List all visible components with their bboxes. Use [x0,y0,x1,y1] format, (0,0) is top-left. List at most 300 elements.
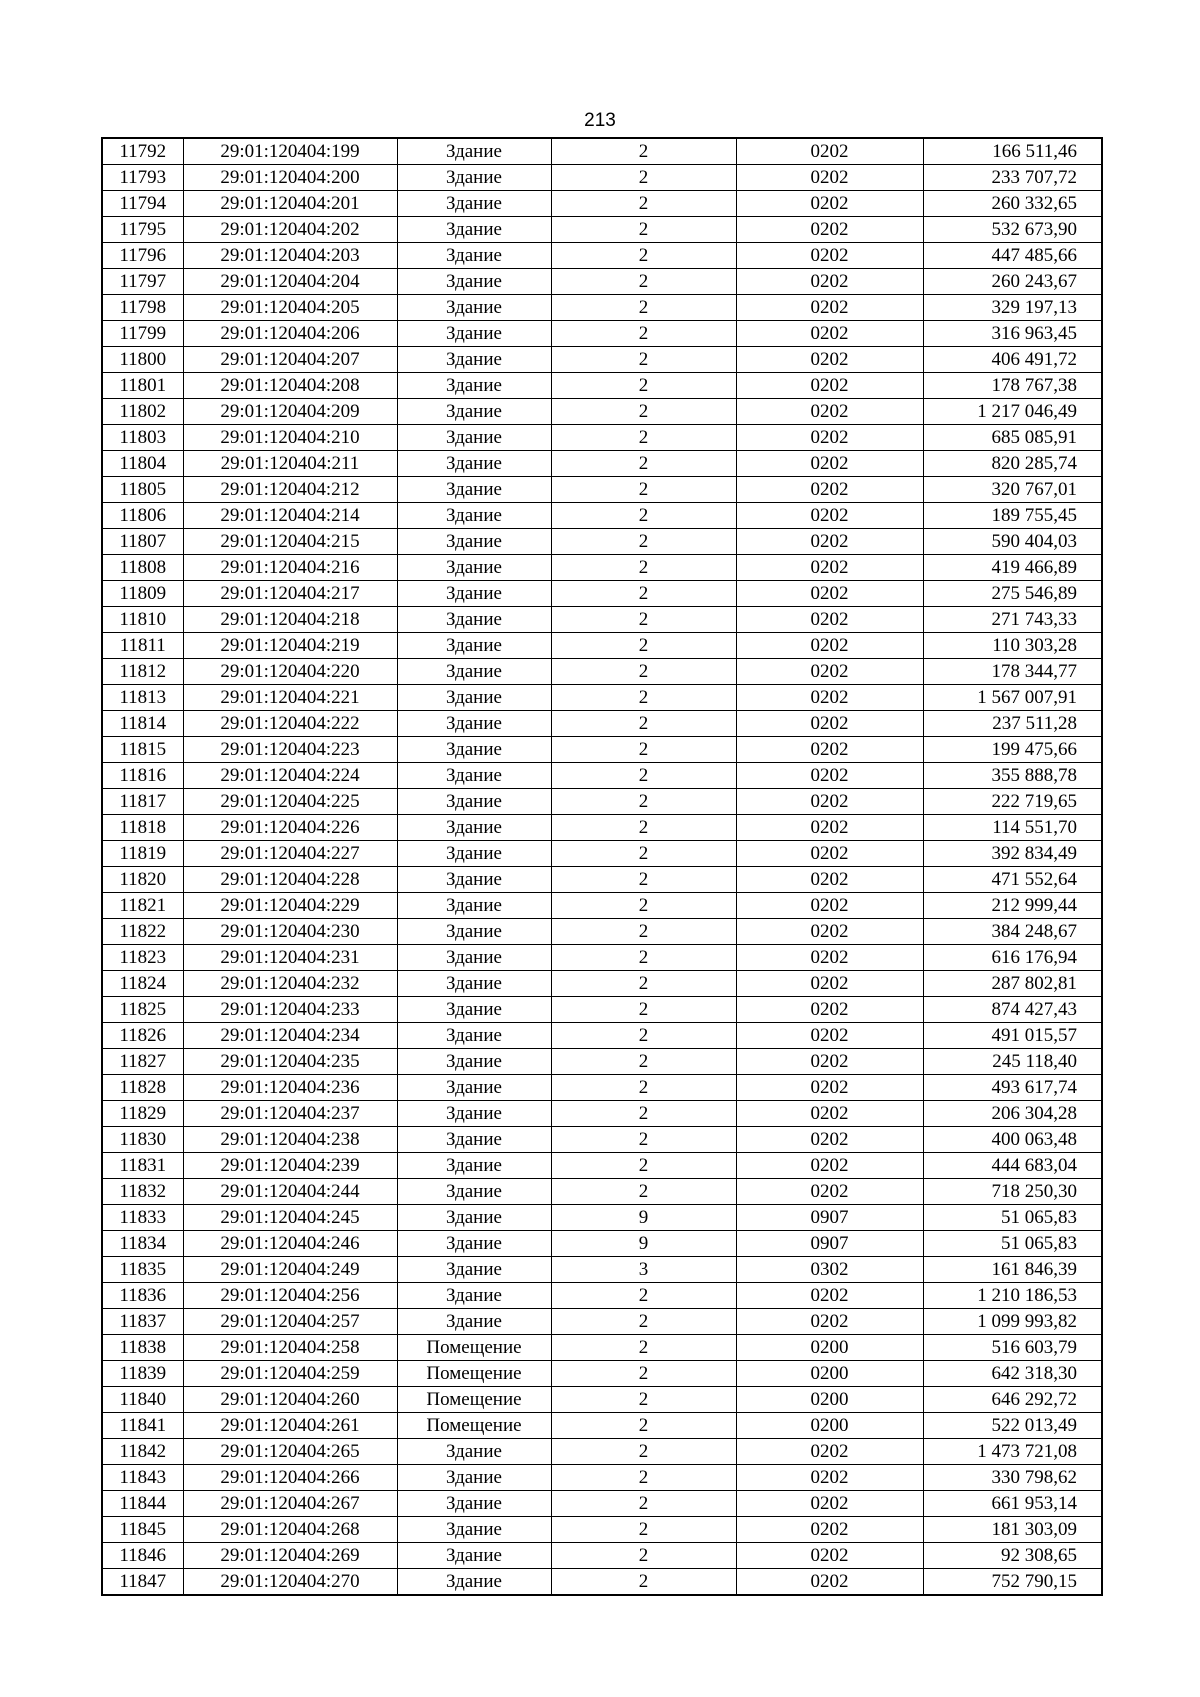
subgroup-code-cell: 0202 [736,1543,923,1569]
group-cell: 2 [551,477,736,503]
cadastral-number-cell: 29:01:120404:270 [183,1569,397,1596]
object-type-cell: Здание [397,373,551,399]
row-number-cell: 11802 [102,399,183,425]
cadastral-number-cell: 29:01:120404:233 [183,997,397,1023]
group-cell: 3 [551,1257,736,1283]
cadastral-value-cell: 661 953,14 [923,1491,1102,1517]
cadastral-value-cell: 233 707,72 [923,165,1102,191]
group-cell: 2 [551,451,736,477]
table-row [102,1387,1102,1413]
group-cell: 2 [551,503,736,529]
cadastral-value-cell: 51 065,83 [923,1205,1102,1231]
cadastral-value-cell: 1 473 721,08 [923,1439,1102,1465]
cadastral-value-cell: 874 427,43 [923,997,1102,1023]
table-row [102,243,1102,269]
object-type-cell: Здание [397,1465,551,1491]
cadastral-number-cell: 29:01:120404:245 [183,1205,397,1231]
group-cell: 2 [551,893,736,919]
subgroup-code-cell: 0202 [736,789,923,815]
cadastral-value-cell: 110 303,28 [923,633,1102,659]
row-number-cell: 11811 [102,633,183,659]
cadastral-number-cell: 29:01:120404:228 [183,867,397,893]
group-cell: 2 [551,815,736,841]
subgroup-code-cell: 0200 [736,1413,923,1439]
subgroup-code-cell: 0202 [736,295,923,321]
row-number-cell: 11827 [102,1049,183,1075]
object-type-cell: Здание [397,711,551,737]
subgroup-code-cell: 0202 [736,191,923,217]
row-number-cell: 11831 [102,1153,183,1179]
cadastral-value-cell: 444 683,04 [923,1153,1102,1179]
group-cell: 2 [551,269,736,295]
subgroup-code-cell: 0907 [736,1205,923,1231]
object-type-cell: Здание [397,997,551,1023]
row-number-cell: 11815 [102,737,183,763]
cadastral-number-cell: 29:01:120404:201 [183,191,397,217]
row-number-cell: 11829 [102,1101,183,1127]
cadastral-value-cell: 642 318,30 [923,1361,1102,1387]
object-type-cell: Здание [397,451,551,477]
table-row [102,1361,1102,1387]
table-row [102,1543,1102,1569]
row-number-cell: 11832 [102,1179,183,1205]
table-row [102,893,1102,919]
cadastral-value-cell: 384 248,67 [923,919,1102,945]
cadastral-number-cell: 29:01:120404:239 [183,1153,397,1179]
cadastral-value-cell: 114 551,70 [923,815,1102,841]
cadastral-value-cell: 646 292,72 [923,1387,1102,1413]
subgroup-code-cell: 0202 [736,165,923,191]
subgroup-code-cell: 0202 [736,1465,923,1491]
group-cell: 2 [551,685,736,711]
object-type-cell: Здание [397,763,551,789]
table-row [102,347,1102,373]
cadastral-value-cell: 166 511,46 [923,138,1102,165]
group-cell: 2 [551,1517,736,1543]
group-cell: 9 [551,1205,736,1231]
cadastral-number-cell: 29:01:120404:217 [183,581,397,607]
cadastral-number-cell: 29:01:120404:200 [183,165,397,191]
row-number-cell: 11813 [102,685,183,711]
group-cell: 2 [551,867,736,893]
cadastral-value-cell: 329 197,13 [923,295,1102,321]
subgroup-code-cell: 0202 [736,841,923,867]
cadastral-value-cell: 532 673,90 [923,217,1102,243]
cadastral-value-cell: 161 846,39 [923,1257,1102,1283]
cadastral-value-cell: 316 963,45 [923,321,1102,347]
group-cell: 2 [551,581,736,607]
cadastral-number-cell: 29:01:120404:221 [183,685,397,711]
row-number-cell: 11837 [102,1309,183,1335]
row-number-cell: 11801 [102,373,183,399]
cadastral-number-cell: 29:01:120404:212 [183,477,397,503]
row-number-cell: 11822 [102,919,183,945]
subgroup-code-cell: 0202 [736,685,923,711]
group-cell: 2 [551,165,736,191]
cadastral-number-cell: 29:01:120404:258 [183,1335,397,1361]
table-row [102,269,1102,295]
cadastral-value-cell: 522 013,49 [923,1413,1102,1439]
subgroup-code-cell: 0202 [736,503,923,529]
cadastral-number-cell: 29:01:120404:210 [183,425,397,451]
row-number-cell: 11812 [102,659,183,685]
table-row [102,321,1102,347]
cadastral-number-cell: 29:01:120404:206 [183,321,397,347]
object-type-cell: Здание [397,425,551,451]
table-row [102,1413,1102,1439]
group-cell: 2 [551,945,736,971]
subgroup-code-cell: 0202 [736,659,923,685]
subgroup-code-cell: 0202 [736,581,923,607]
row-number-cell: 11808 [102,555,183,581]
row-number-cell: 11814 [102,711,183,737]
table-row [102,789,1102,815]
group-cell: 2 [551,841,736,867]
table-row [102,165,1102,191]
table-row [102,451,1102,477]
object-type-cell: Здание [397,971,551,997]
row-number-cell: 11792 [102,138,183,165]
cadastral-number-cell: 29:01:120404:225 [183,789,397,815]
cadastral-value-cell: 237 511,28 [923,711,1102,737]
subgroup-code-cell: 0202 [736,1491,923,1517]
table-row [102,1309,1102,1335]
cadastral-value-cell: 718 250,30 [923,1179,1102,1205]
subgroup-code-cell: 0202 [736,1569,923,1596]
row-number-cell: 11835 [102,1257,183,1283]
subgroup-code-cell: 0202 [736,243,923,269]
table-row [102,1517,1102,1543]
cadastral-value-cell: 406 491,72 [923,347,1102,373]
object-type-cell: Помещение [397,1387,551,1413]
subgroup-code-cell: 0202 [736,555,923,581]
table-row [102,1231,1102,1257]
row-number-cell: 11843 [102,1465,183,1491]
row-number-cell: 11809 [102,581,183,607]
object-type-cell: Здание [397,1543,551,1569]
object-type-cell: Здание [397,815,551,841]
table-row [102,711,1102,737]
table-row [102,217,1102,243]
row-number-cell: 11800 [102,347,183,373]
group-cell: 2 [551,971,736,997]
object-type-cell: Здание [397,477,551,503]
table-row [102,841,1102,867]
subgroup-code-cell: 0202 [736,529,923,555]
cadastral-number-cell: 29:01:120404:246 [183,1231,397,1257]
subgroup-code-cell: 0202 [736,1439,923,1465]
cadastral-number-cell: 29:01:120404:232 [183,971,397,997]
object-type-cell: Здание [397,347,551,373]
object-type-cell: Здание [397,321,551,347]
cadastral-value-cell: 1 217 046,49 [923,399,1102,425]
object-type-cell: Здание [397,737,551,763]
subgroup-code-cell: 0202 [736,477,923,503]
table-row [102,1127,1102,1153]
row-number-cell: 11833 [102,1205,183,1231]
cadastral-value-cell: 491 015,57 [923,1023,1102,1049]
object-type-cell: Здание [397,217,551,243]
cadastral-value-cell: 222 719,65 [923,789,1102,815]
cadastral-value-cell: 178 767,38 [923,373,1102,399]
cadastral-value-cell: 271 743,33 [923,607,1102,633]
group-cell: 2 [551,217,736,243]
group-cell: 2 [551,1465,736,1491]
cadastral-value-cell: 392 834,49 [923,841,1102,867]
row-number-cell: 11796 [102,243,183,269]
subgroup-code-cell: 0202 [736,1179,923,1205]
table-row [102,1023,1102,1049]
row-number-cell: 11826 [102,1023,183,1049]
group-cell: 2 [551,1439,736,1465]
group-cell: 2 [551,1543,736,1569]
table-row [102,1101,1102,1127]
cadastral-number-cell: 29:01:120404:266 [183,1465,397,1491]
table-row [102,1179,1102,1205]
group-cell: 2 [551,1569,736,1596]
table-row [102,191,1102,217]
table-row [102,1153,1102,1179]
cadastral-value-cell: 400 063,48 [923,1127,1102,1153]
table-row [102,1491,1102,1517]
row-number-cell: 11828 [102,1075,183,1101]
cadastral-value-cell: 616 176,94 [923,945,1102,971]
subgroup-code-cell: 0202 [736,217,923,243]
object-type-cell: Здание [397,503,551,529]
subgroup-code-cell: 0202 [736,1517,923,1543]
cadastral-number-cell: 29:01:120404:238 [183,1127,397,1153]
cadastral-value-cell: 260 332,65 [923,191,1102,217]
table-row [102,373,1102,399]
table-row [102,633,1102,659]
table-row [102,815,1102,841]
object-type-cell: Здание [397,1283,551,1309]
cadastral-number-cell: 29:01:120404:220 [183,659,397,685]
group-cell: 2 [551,1387,736,1413]
object-type-cell: Здание [397,1127,551,1153]
group-cell: 2 [551,373,736,399]
object-type-cell: Здание [397,555,551,581]
subgroup-code-cell: 0202 [736,347,923,373]
row-number-cell: 11834 [102,1231,183,1257]
cadastral-number-cell: 29:01:120404:211 [183,451,397,477]
object-type-cell: Здание [397,919,551,945]
group-cell: 2 [551,1361,736,1387]
object-type-cell: Здание [397,1101,551,1127]
group-cell: 2 [551,711,736,737]
object-type-cell: Здание [397,581,551,607]
table-row [102,1049,1102,1075]
object-type-cell: Здание [397,1049,551,1075]
cadastral-value-cell: 212 999,44 [923,893,1102,919]
cadastral-value-cell: 330 798,62 [923,1465,1102,1491]
group-cell: 2 [551,919,736,945]
subgroup-code-cell: 0202 [736,919,923,945]
cadastral-value-cell: 287 802,81 [923,971,1102,997]
group-cell: 2 [551,763,736,789]
subgroup-code-cell: 0202 [736,633,923,659]
table-row [102,529,1102,555]
cadastral-number-cell: 29:01:120404:204 [183,269,397,295]
object-type-cell: Здание [397,1257,551,1283]
cadastral-number-cell: 29:01:120404:268 [183,1517,397,1543]
subgroup-code-cell: 0200 [736,1335,923,1361]
table-row [102,399,1102,425]
cadastral-number-cell: 29:01:120404:218 [183,607,397,633]
object-type-cell: Здание [397,659,551,685]
cadastral-value-cell: 275 546,89 [923,581,1102,607]
subgroup-code-cell: 0202 [736,1101,923,1127]
object-type-cell: Здание [397,685,551,711]
row-number-cell: 11794 [102,191,183,217]
cadastral-number-cell: 29:01:120404:219 [183,633,397,659]
object-type-cell: Помещение [397,1335,551,1361]
cadastral-number-cell: 29:01:120404:226 [183,815,397,841]
group-cell: 2 [551,425,736,451]
table-row [102,1283,1102,1309]
cadastral-number-cell: 29:01:120404:259 [183,1361,397,1387]
group-cell: 2 [551,243,736,269]
cadastral-value-cell: 206 304,28 [923,1101,1102,1127]
group-cell: 2 [551,789,736,815]
group-cell: 2 [551,1049,736,1075]
object-type-cell: Здание [397,841,551,867]
cadastral-number-cell: 29:01:120404:261 [183,1413,397,1439]
table-row [102,737,1102,763]
table-row [102,1439,1102,1465]
cadastral-number-cell: 29:01:120404:256 [183,1283,397,1309]
object-type-cell: Здание [397,1153,551,1179]
cadastral-number-cell: 29:01:120404:231 [183,945,397,971]
object-type-cell: Здание [397,243,551,269]
registry-table-body [102,138,1102,1595]
group-cell: 2 [551,633,736,659]
table-row [102,425,1102,451]
row-number-cell: 11803 [102,425,183,451]
subgroup-code-cell: 0202 [736,971,923,997]
cadastral-number-cell: 29:01:120404:222 [183,711,397,737]
cadastral-number-cell: 29:01:120404:214 [183,503,397,529]
table-row [102,477,1102,503]
group-cell: 2 [551,659,736,685]
cadastral-number-cell: 29:01:120404:234 [183,1023,397,1049]
cadastral-value-cell: 516 603,79 [923,1335,1102,1361]
row-number-cell: 11825 [102,997,183,1023]
row-number-cell: 11804 [102,451,183,477]
table-row [102,503,1102,529]
table-row [102,919,1102,945]
subgroup-code-cell: 0202 [736,1283,923,1309]
object-type-cell: Здание [397,191,551,217]
group-cell: 9 [551,1231,736,1257]
cadastral-value-cell: 1 567 007,91 [923,685,1102,711]
group-cell: 2 [551,607,736,633]
group-cell: 2 [551,997,736,1023]
subgroup-code-cell: 0202 [736,867,923,893]
subgroup-code-cell: 0200 [736,1387,923,1413]
cadastral-value-cell: 493 617,74 [923,1075,1102,1101]
table-row [102,1257,1102,1283]
cadastral-number-cell: 29:01:120404:269 [183,1543,397,1569]
cadastral-number-cell: 29:01:120404:249 [183,1257,397,1283]
registry-table [101,137,1103,1596]
row-number-cell: 11818 [102,815,183,841]
subgroup-code-cell: 0202 [736,451,923,477]
group-cell: 2 [551,737,736,763]
cadastral-number-cell: 29:01:120404:199 [183,138,397,165]
cadastral-value-cell: 685 085,91 [923,425,1102,451]
group-cell: 2 [551,295,736,321]
group-cell: 2 [551,1179,736,1205]
object-type-cell: Здание [397,1517,551,1543]
subgroup-code-cell: 0202 [736,321,923,347]
page-number: 213 [584,110,616,131]
cadastral-number-cell: 29:01:120404:244 [183,1179,397,1205]
cadastral-number-cell: 29:01:120404:230 [183,919,397,945]
cadastral-number-cell: 29:01:120404:265 [183,1439,397,1465]
row-number-cell: 11841 [102,1413,183,1439]
group-cell: 2 [551,1023,736,1049]
group-cell: 2 [551,138,736,165]
table-row [102,659,1102,685]
subgroup-code-cell: 0202 [736,1309,923,1335]
cadastral-number-cell: 29:01:120404:236 [183,1075,397,1101]
table-row [102,1465,1102,1491]
row-number-cell: 11844 [102,1491,183,1517]
object-type-cell: Здание [397,269,551,295]
object-type-cell: Здание [397,165,551,191]
subgroup-code-cell: 0202 [736,1153,923,1179]
cadastral-number-cell: 29:01:120404:235 [183,1049,397,1075]
subgroup-code-cell: 0202 [736,815,923,841]
cadastral-number-cell: 29:01:120404:203 [183,243,397,269]
cadastral-number-cell: 29:01:120404:224 [183,763,397,789]
cadastral-value-cell: 447 485,66 [923,243,1102,269]
cadastral-value-cell: 471 552,64 [923,867,1102,893]
object-type-cell: Здание [397,399,551,425]
row-number-cell: 11821 [102,893,183,919]
table-row [102,997,1102,1023]
object-type-cell: Здание [397,1491,551,1517]
row-number-cell: 11839 [102,1361,183,1387]
row-number-cell: 11830 [102,1127,183,1153]
subgroup-code-cell: 0202 [736,607,923,633]
cadastral-number-cell: 29:01:120404:216 [183,555,397,581]
row-number-cell: 11817 [102,789,183,815]
table-row [102,555,1102,581]
cadastral-number-cell: 29:01:120404:229 [183,893,397,919]
subgroup-code-cell: 0200 [736,1361,923,1387]
subgroup-code-cell: 0302 [736,1257,923,1283]
subgroup-code-cell: 0202 [736,425,923,451]
cadastral-value-cell: 245 118,40 [923,1049,1102,1075]
row-number-cell: 11799 [102,321,183,347]
row-number-cell: 11795 [102,217,183,243]
group-cell: 2 [551,191,736,217]
subgroup-code-cell: 0202 [736,945,923,971]
group-cell: 2 [551,1153,736,1179]
row-number-cell: 11820 [102,867,183,893]
cadastral-value-cell: 51 065,83 [923,1231,1102,1257]
group-cell: 2 [551,347,736,373]
cadastral-number-cell: 29:01:120404:205 [183,295,397,321]
object-type-cell: Помещение [397,1361,551,1387]
subgroup-code-cell: 0202 [736,138,923,165]
group-cell: 2 [551,1127,736,1153]
object-type-cell: Здание [397,789,551,815]
table-row [102,971,1102,997]
cadastral-value-cell: 260 243,67 [923,269,1102,295]
